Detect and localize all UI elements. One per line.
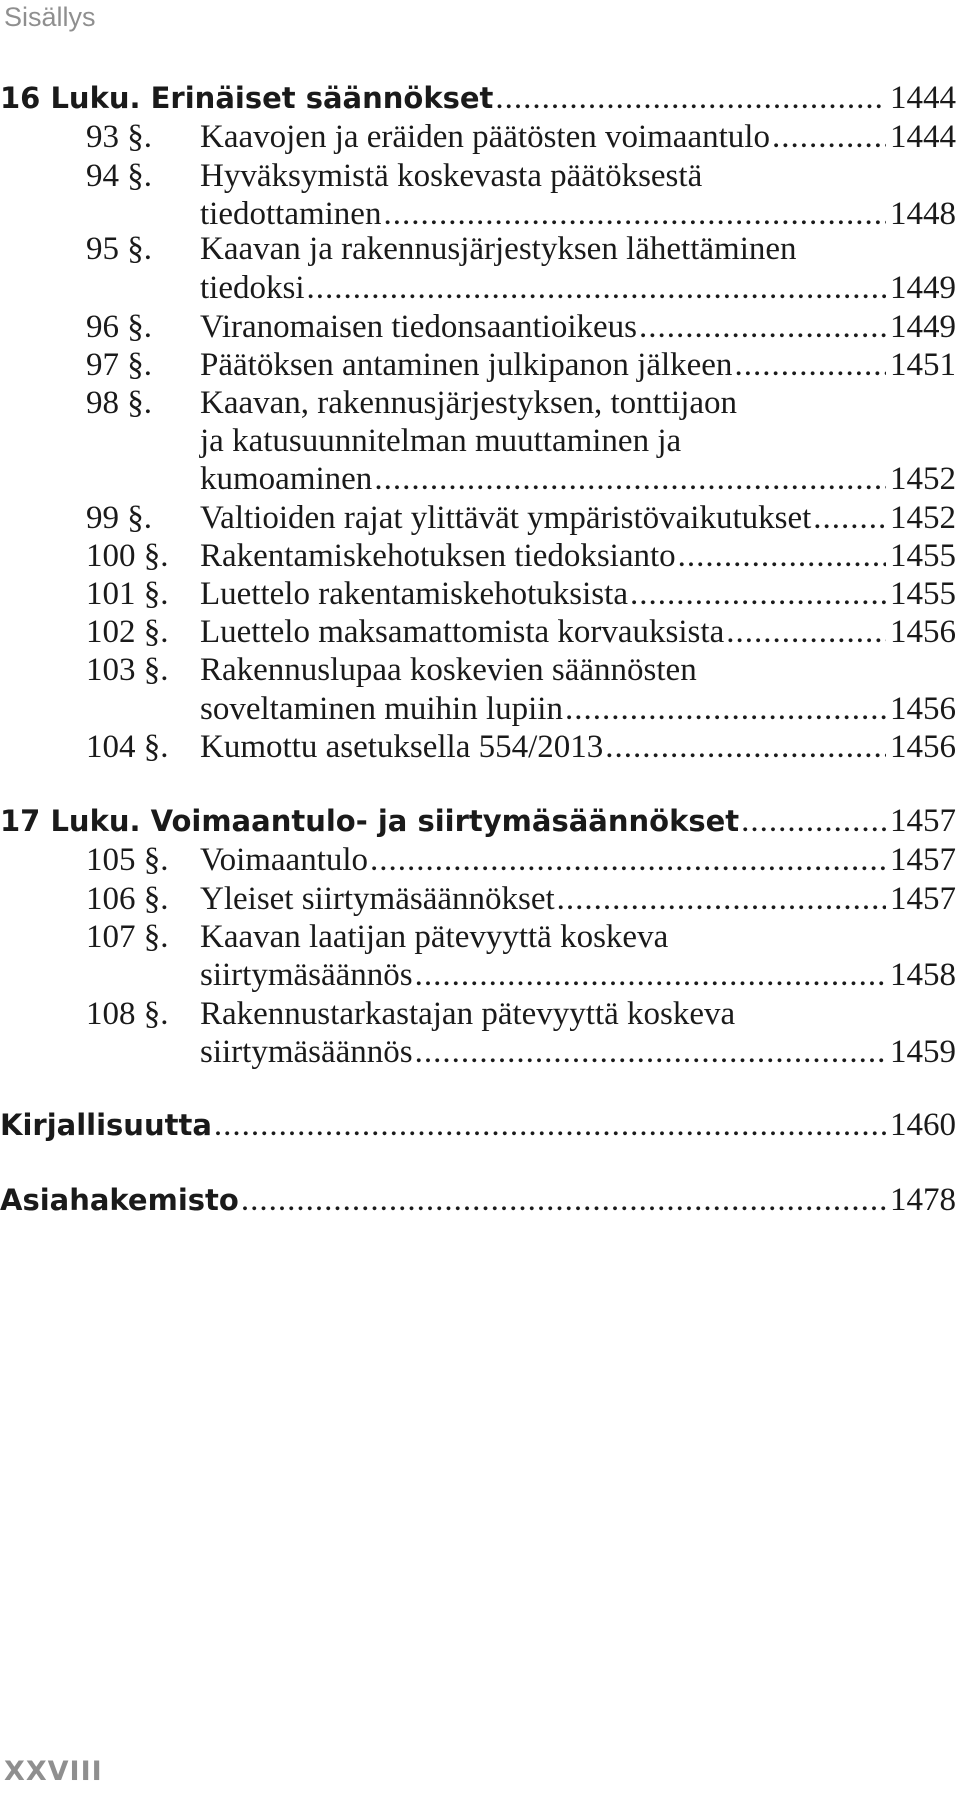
toc-entry-102[interactable] [0, 612, 956, 652]
leader-dots [214, 1105, 886, 1145]
toc-page-number: 1452 [890, 461, 956, 497]
toc-entry-95-cont[interactable] [0, 268, 956, 308]
section-title-continuation: siirtymäsäännös [200, 1034, 413, 1070]
toc-chapter-16[interactable] [0, 78, 956, 118]
section-title: Kumottu asetuksella 554/2013 [200, 729, 604, 765]
section-title: Voimaantulo [200, 842, 369, 878]
section-number: 99 §. [86, 500, 152, 536]
leader-dots [813, 498, 886, 538]
toc-entry-97[interactable] [0, 345, 956, 385]
leader-dots [370, 840, 886, 880]
section-title: Hyväksymistä koskevasta päätöksestä [200, 158, 703, 194]
toc-entry-103-cont[interactable] [0, 689, 956, 729]
toc-page-number: 1452 [890, 500, 956, 536]
section-title: Kaavan ja rakennusjärjestyksen lähettäminen [200, 231, 797, 267]
toc-entry-98[interactable] [0, 383, 956, 423]
toc-chapter-title: 16 Luku. Erinäiset säännökset [0, 81, 494, 115]
toc-page-number: 1444 [890, 80, 956, 116]
section-title: Viranomaisen tiedonsaantioikeus [200, 309, 637, 345]
page-number-footer: XXVIII [4, 1756, 103, 1787]
toc-entry-104[interactable] [0, 727, 956, 767]
leader-dots [415, 1032, 886, 1072]
section-title-continuation: siirtymäsäännös [200, 957, 413, 993]
toc-page-number: 1456 [890, 614, 956, 650]
section-title-continuation: tiedottaminen [200, 196, 382, 232]
leader-dots [772, 117, 886, 157]
leader-dots [734, 345, 886, 385]
leader-dots [678, 536, 886, 576]
section-title: Luettelo maksamattomista korvauksista [200, 614, 725, 650]
section-number: 103 §. [86, 652, 169, 688]
section-number: 107 §. [86, 919, 169, 955]
section-title: Yleiset siirtymäsäännökset [200, 881, 555, 917]
section-title: Rakennustarkastajan pätevyyttä koskeva [200, 996, 736, 1032]
toc-entry-94[interactable] [0, 156, 956, 196]
leader-dots [415, 955, 886, 995]
toc-chapter-17[interactable] [0, 801, 956, 841]
toc-entry-108[interactable] [0, 994, 956, 1034]
running-header: Sisällys [4, 2, 96, 32]
toc-page-number: 1457 [890, 842, 956, 878]
toc-page-number: 1457 [890, 881, 956, 917]
section-title: Rakennuslupaa koskevien säännösten [200, 652, 697, 688]
toc-entry-101[interactable] [0, 574, 956, 614]
leader-dots [565, 689, 886, 729]
toc-entry-108-cont[interactable] [0, 1032, 956, 1072]
section-number: 108 §. [86, 996, 169, 1032]
section-title: Valtioiden rajat ylittävät ympäristövaikutukset [200, 500, 812, 536]
section-title-continuation: soveltaminen muihin lupiin [200, 691, 563, 727]
section-title: Päätöksen antaminen julkipanon jälkeen [200, 347, 733, 383]
toc-entry-94-cont[interactable] [0, 194, 956, 234]
toc-entry-98-cont2[interactable] [0, 459, 956, 499]
leader-dots [639, 307, 886, 347]
section-title-continuation: tiedoksi [200, 270, 305, 306]
leader-dots [741, 801, 886, 841]
toc-page-number: 1449 [890, 270, 956, 306]
toc-page-number: 1449 [890, 309, 956, 345]
toc-chapter-title: Asiahakemisto [0, 1183, 239, 1217]
section-number: 93 §. [86, 119, 152, 155]
leader-dots [630, 574, 886, 614]
toc-page-number: 1458 [890, 957, 956, 993]
toc-entry-103[interactable] [0, 650, 956, 690]
toc-entry-98-cont[interactable] [0, 421, 956, 461]
leader-dots [241, 1180, 886, 1220]
toc-page-number: 1455 [890, 576, 956, 612]
section-number: 101 §. [86, 576, 169, 612]
leader-dots [383, 194, 886, 234]
section-title: Luettelo rakentamiskehotuksista [200, 576, 628, 612]
toc-entry-107[interactable] [0, 917, 956, 957]
toc-entry-105[interactable] [0, 840, 956, 880]
toc-entry-100[interactable] [0, 536, 956, 576]
toc-index[interactable] [0, 1180, 956, 1220]
section-number: 104 §. [86, 729, 169, 765]
section-number: 106 §. [86, 881, 169, 917]
toc-chapter-title: Kirjallisuutta [0, 1108, 212, 1142]
toc-literature[interactable] [0, 1105, 956, 1145]
section-number: 102 §. [86, 614, 169, 650]
toc-page-number: 1457 [890, 803, 956, 839]
leader-dots [495, 78, 886, 118]
toc-page-number: 1448 [890, 196, 956, 232]
section-title: Kaavojen ja eräiden päätösten voimaantulo [200, 119, 770, 155]
toc-page-number: 1459 [890, 1034, 956, 1070]
leader-dots [374, 459, 886, 499]
leader-dots [557, 879, 886, 919]
toc-entry-99[interactable] [0, 498, 956, 538]
section-title: Kaavan laatijan pätevyyttä koskeva [200, 919, 669, 955]
leader-dots [605, 727, 886, 767]
toc-page-number: 1444 [890, 119, 956, 155]
section-number: 100 §. [86, 538, 169, 574]
section-number: 94 §. [86, 158, 152, 194]
section-number: 96 §. [86, 309, 152, 345]
toc-entry-96[interactable] [0, 307, 956, 347]
toc-page-number: 1455 [890, 538, 956, 574]
leader-dots [307, 268, 887, 308]
leader-dots [726, 612, 886, 652]
toc-page-number: 1478 [890, 1182, 956, 1218]
toc-entry-93[interactable] [0, 117, 956, 157]
section-number: 105 §. [86, 842, 169, 878]
section-number: 95 §. [86, 231, 152, 267]
toc-entry-106[interactable] [0, 879, 956, 919]
toc-page-number: 1460 [890, 1107, 956, 1143]
toc-chapter-title: 17 Luku. Voimaantulo- ja siirtymäsäännökset [0, 804, 740, 838]
toc-page-number: 1456 [890, 691, 956, 727]
section-title: Rakentamiskehotuksen tiedoksianto [200, 538, 676, 574]
section-title-continuation: ja katusuunnitelman muuttaminen ja [200, 423, 682, 459]
toc-entry-107-cont[interactable] [0, 955, 956, 995]
toc-entry-95[interactable] [0, 229, 956, 269]
toc-page-number: 1451 [890, 347, 956, 383]
toc-page-number: 1456 [890, 729, 956, 765]
section-title: Kaavan, rakennusjärjestyksen, tonttijaon [200, 385, 738, 421]
section-number: 98 §. [86, 385, 152, 421]
section-number: 97 §. [86, 347, 152, 383]
section-title-continuation: kumoaminen [200, 461, 373, 497]
